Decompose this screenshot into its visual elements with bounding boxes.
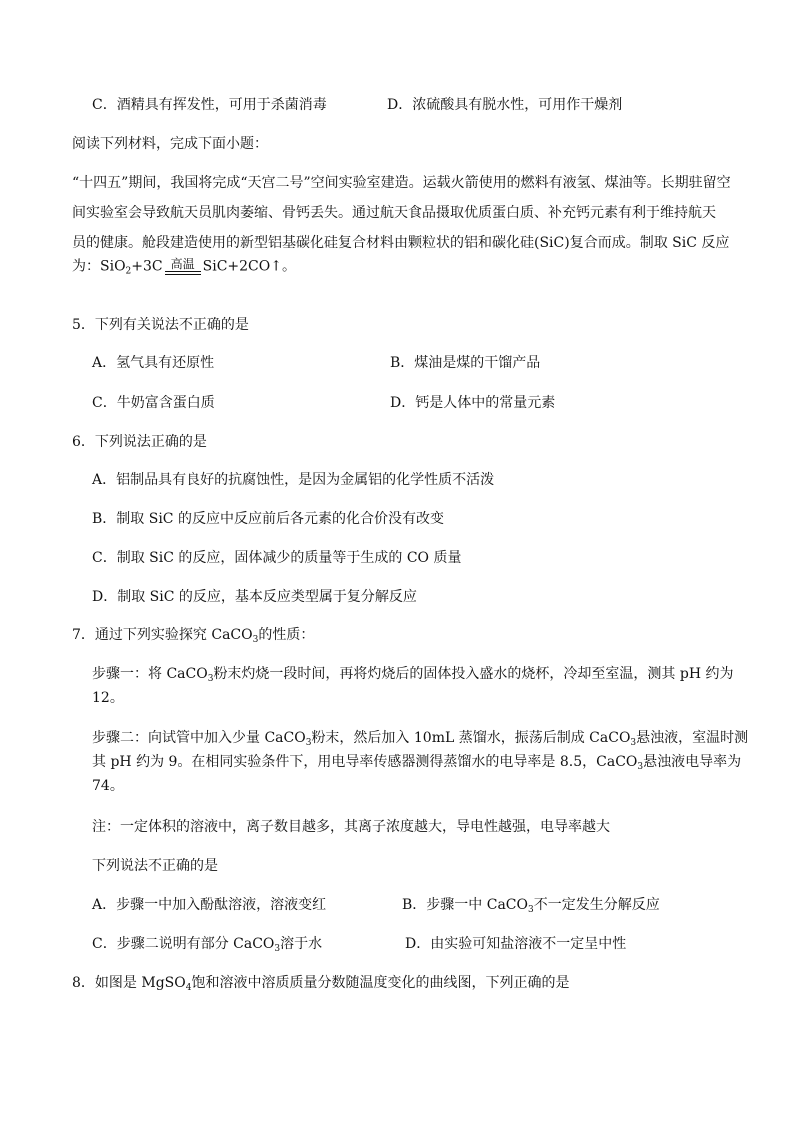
question-7-step2-line3: 74。 — [92, 778, 124, 794]
q7-stem-subscript: 3 — [252, 635, 259, 645]
reading-intro: 阅读下列材料，完成下面小题： — [72, 136, 268, 152]
question-7-stem — [72, 628, 314, 645]
question-7-step2-line1 — [92, 731, 748, 748]
question-7-step1-line1 — [92, 667, 734, 684]
q7-c-text-a: C．步骤二说明有部分 CaCO — [92, 936, 275, 952]
q7-c-subscript: 3 — [274, 944, 281, 954]
equation-prefix: 为：SiO — [72, 258, 126, 275]
question-6-option-a: A．铝制品具有良好的抗腐蚀性，是因为金属铝的化学性质不活泼 — [92, 472, 495, 488]
material-line-1: “十四五”期间，我国将完成“天宫二号”空间实验室建造。运载火箭使用的燃料有液氢、煤油等。长期驻留空 — [72, 175, 731, 191]
question-7-step1-line2: 12。 — [92, 690, 124, 706]
question-6-option-c: C．制取 SiC 的反应，固体减少的质量等于生成的 CO 质量 — [92, 550, 462, 566]
q7-b-text-a: B．步骤一中 CaCO — [402, 897, 528, 913]
question-5-option-a: A．氢气具有还原性 — [92, 355, 215, 371]
step2-line2-text-b: 悬浊液电导率为 — [643, 754, 742, 770]
step2-text-a: 步骤二：向试管中加入少量 CaCO — [92, 730, 306, 746]
q7-b-subscript: 3 — [528, 905, 534, 915]
q8-stem-subscript: 4 — [185, 983, 192, 993]
question-7-note: 注：一定体积的溶液中，离子数目越多，其离子浓度越大，导电性越强，电导率越大 — [92, 819, 610, 835]
equation-subscript: 2 — [125, 266, 132, 277]
step2-line2-subscript: 3 — [637, 762, 644, 772]
step1-subscript: 3 — [207, 674, 214, 684]
material-line-3: 员的健康。舱段建造使用的新型铝基碳化硅复合材料由颗粒状的铝和碳化硅(SiC)复合而成。制取 SiC 反应 — [72, 235, 730, 251]
q7-b-text-b: 不一定发生分解反应 — [533, 897, 660, 913]
option-d-prev: D．浓硫酸具有脱水性，可用作干燥剂 — [387, 97, 623, 113]
equation-product: SiC+2CO↑。 — [202, 258, 296, 275]
question-5-option-b: B．煤油是煤的干馏产品 — [390, 355, 541, 371]
question-7-step2-line2 — [92, 755, 741, 772]
equation-reactant: +3C — [131, 258, 163, 275]
material-line-2: 间实验室会导致航天员肌肉萎缩、骨钙丢失。通过航天食品摄取优质蛋白质、补充钙元素有利于维持航天 — [72, 205, 716, 221]
option-c-prev: C．酒精具有挥发性，可用于杀菌消毒 — [92, 97, 327, 113]
step2-text-b: 粉末，然后加入 10mL 蒸馏水，振荡后制成 CaCO — [311, 730, 631, 746]
condition-text: 高温 — [170, 257, 195, 271]
step1-text-b: 粉末灼烧一段时间，再将灼烧后的固体投入盛水的烧杯，冷却至室温，测其 pH 约为 — [213, 666, 734, 682]
question-5-option-c: C．牛奶富含蛋白质 — [92, 395, 215, 411]
question-5-option-d: D．钙是人体中的常量元素 — [390, 395, 556, 411]
reaction-condition — [165, 258, 201, 275]
question-7-option-c — [92, 937, 322, 954]
q7-c-text-b: 溶于水 — [280, 936, 323, 952]
q8-stem-text-a: 8．如图是 MgSO — [72, 975, 186, 991]
question-7-ask: 下列说法不正确的是 — [92, 858, 218, 874]
question-8-stem — [72, 976, 569, 993]
q8-stem-text-b: 饱和溶液中溶质质量分数随温度变化的曲线图，下列正确的是 — [191, 975, 570, 991]
step2-text-c: 悬浊液，室温时测 — [636, 730, 749, 746]
question-6-option-b: B．制取 SiC 的反应中反应前后各元素的化合价没有改变 — [92, 511, 444, 527]
step2-line2-text-a: 其 pH 约为 9。在相同实验条件下，用电导率传感器测得蒸馏水的电导率是 8.5，CaCO — [92, 754, 638, 770]
question-5-stem: 5．下列有关说法不正确的是 — [72, 317, 249, 333]
question-6-stem: 6．下列说法正确的是 — [72, 434, 207, 450]
question-7-option-b — [402, 898, 660, 915]
step1-text-a: 步骤一：将 CaCO — [92, 666, 208, 682]
step2-subscript-2: 3 — [630, 738, 637, 748]
reaction-equation — [72, 258, 296, 277]
step2-subscript-1: 3 — [305, 738, 312, 748]
question-7-option-a: A．步骤一中加入酚酞溶液，溶液变红 — [92, 897, 327, 913]
question-6-option-d: D．制取 SiC 的反应，基本反应类型属于复分解反应 — [92, 589, 417, 605]
q7-stem-text: 7．通过下列实验探究 CaCO — [72, 627, 253, 643]
q7-stem-suffix: 的性质： — [258, 627, 315, 643]
question-7-option-d: D．由实验可知盐溶液不一定呈中性 — [405, 936, 627, 952]
